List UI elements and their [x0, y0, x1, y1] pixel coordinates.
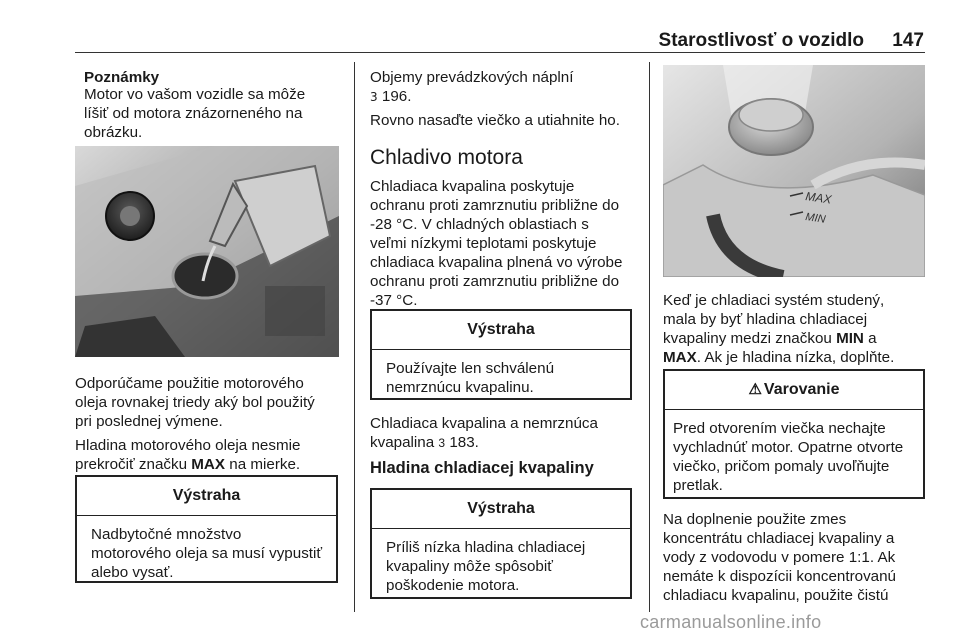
page-header-title: Starostlivosť o vozidlo	[658, 30, 864, 51]
page-number: 147	[892, 30, 924, 51]
level-para-line-2: mala by byť hladina chladiacej	[663, 311, 868, 328]
coolant-para-line-6: ochranu proti zamrznutiu približne do	[370, 273, 620, 290]
warning-box-antifreeze	[370, 309, 632, 400]
warning-triangle-icon: ⚠	[748, 381, 762, 398]
intro-line-1: Objemy prevádzkových náplní	[370, 69, 574, 86]
engine-oil-filling-image	[75, 146, 339, 357]
intro-line-3: Rovno nasaďte viečko a utiahnite ho.	[370, 112, 620, 129]
para2-line-2: prekročiť značku MAX na mierke.	[75, 456, 301, 473]
note-line-2: líšiť od motora znázorneného na	[84, 105, 303, 122]
ref-line-2: kvapalina 3 183.	[370, 434, 479, 451]
note-line-1: Motor vo vašom vozidle sa môže	[84, 86, 306, 103]
warning-box-body: Nadbytočné množstvo motorového oleja sa musí vypustiť alebo vysať.	[91, 526, 323, 581]
subheading-coolant-level: Hladina chladiacej kvapaliny	[370, 459, 594, 477]
level-para-line-3: kvapaliny medzi značkou MIN a	[663, 330, 877, 347]
caution-box-body: Pred otvorením viečka nechajte vychladnúť motor. Opatrne otvorte viečko, pričom pomaly uvoľňujte pretlak.	[673, 420, 904, 494]
para2-line-1: Hladina motorového oleja nesmie	[75, 437, 301, 454]
intro-line-2: 3 196.	[370, 88, 412, 105]
caution-box-hot-engine	[663, 369, 925, 499]
para1-line-2: oleja rovnakej triedy aký bol použitý	[75, 394, 315, 411]
warning-box-title: Výstraha	[372, 311, 630, 350]
warning-box-body: Príliš nízka hladina chladiacej kvapaliny môže spôsobiť poškodenie motora.	[386, 539, 586, 594]
coolant-para-line-1: Chladiaca kvapalina poskytuje	[370, 178, 575, 195]
mix-para-line-4: nemáte k dispozícii koncentrovanú	[663, 568, 897, 585]
mix-para-line-3: vody z vodovodu v pomere 1:1. Ak	[663, 549, 896, 566]
level-para-line-1: Keď je chladiaci systém studený,	[663, 292, 885, 309]
mix-para-line-1: Na doplnenie použite zmes	[663, 511, 847, 528]
caution-box-title: ⚠ Varovanie	[665, 371, 923, 410]
warning-box-title: Výstraha	[77, 477, 336, 516]
ref-line-1: Chladiaca kvapalina a nemrznúca	[370, 415, 598, 432]
ref-arrow-icon: 3	[438, 436, 446, 450]
watermark: carmanualsonline.info	[640, 612, 822, 632]
coolant-para-line-2: ochranu proti zamrznutiu približne do	[370, 197, 620, 214]
max-mark-label: MAX	[804, 189, 833, 207]
warning-box-body: Používajte len schválenú nemrznúcu kvapalinu.	[386, 360, 555, 396]
warning-box-title: Výstraha	[372, 490, 630, 529]
section-heading-coolant: Chladivo motora	[370, 146, 523, 169]
coolant-para-line-7: -37 °C.	[370, 292, 418, 309]
ref-arrow-icon: 3	[370, 90, 378, 104]
para1-line-1: Odporúčame použitie motorového	[75, 375, 304, 392]
mix-para-line-2: koncentrátu chladiacej kvapaliny a	[663, 530, 895, 547]
warning-box-oil	[75, 475, 338, 583]
mix-para-line-5: chladiacu kvapalinu, použite čistú	[663, 587, 889, 604]
coolant-reservoir-image	[663, 65, 925, 277]
note-line-3: obrázku.	[84, 124, 143, 141]
column-divider-2	[649, 62, 650, 612]
min-mark-label: MIN	[804, 211, 827, 226]
coolant-para-line-5: chladiaca kvapalina plnená vo výrobe	[370, 254, 623, 271]
header-rule	[75, 52, 925, 53]
column-divider-1	[354, 62, 355, 612]
warning-box-low-level	[370, 488, 632, 599]
para1-line-3: pri poslednej výmene.	[75, 413, 223, 430]
coolant-para-line-4: veľmi nízkymi teplotami poskytuje	[370, 235, 597, 252]
coolant-para-line-3: -28 °C. V chladných oblastiach s	[370, 216, 589, 233]
note-title: Poznámky	[84, 69, 160, 86]
level-para-line-4: MAX. Ak je hladina nízka, doplňte.	[663, 349, 895, 366]
